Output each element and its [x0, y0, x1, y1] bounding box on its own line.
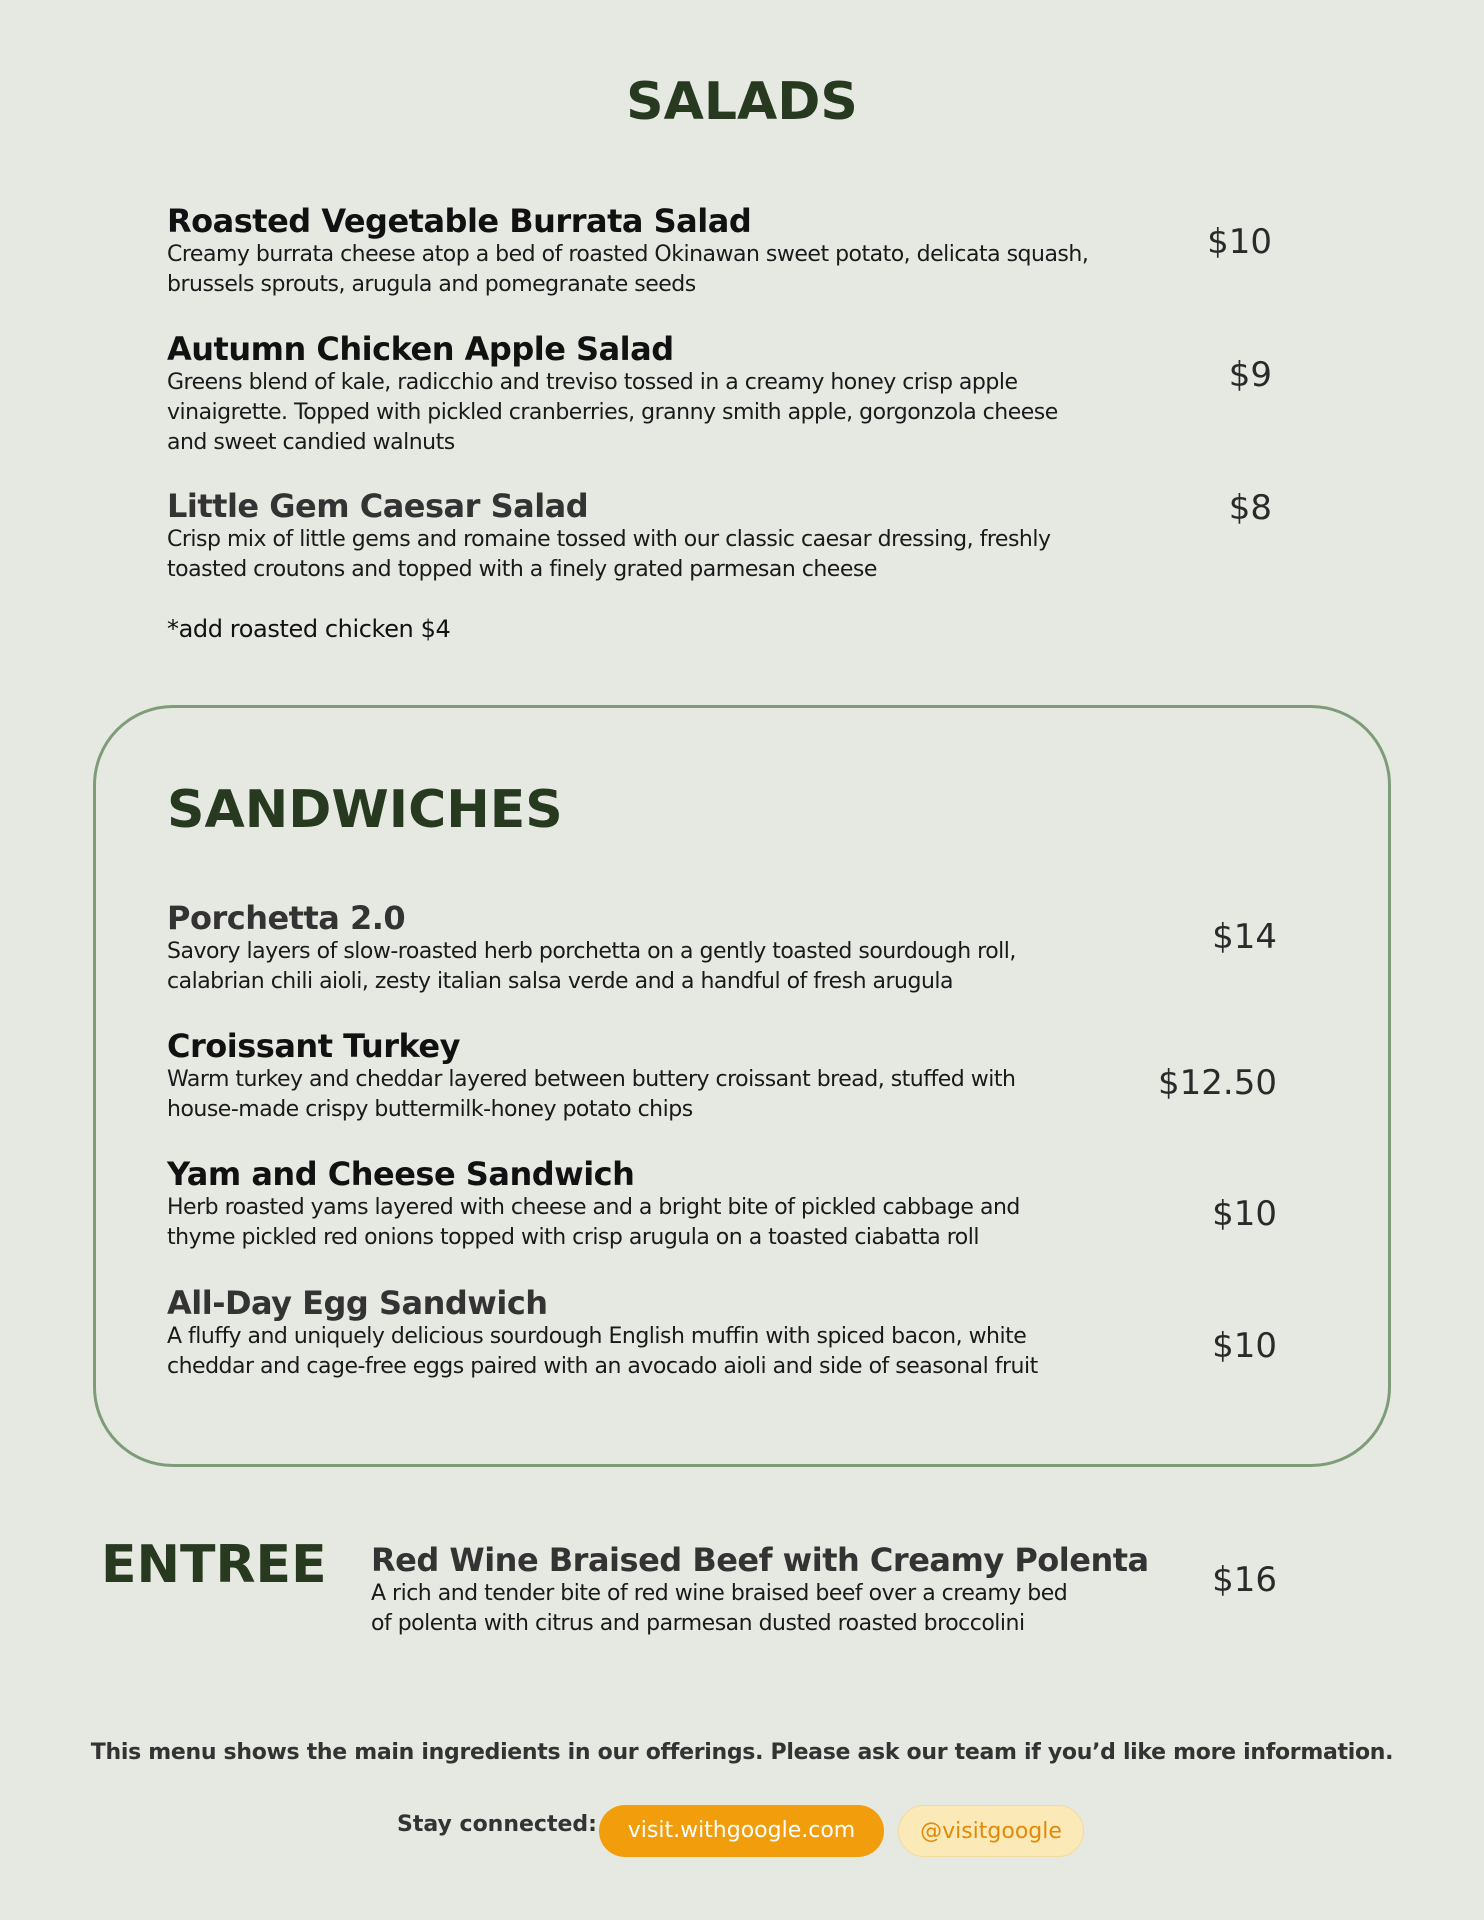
item-description: [371, 1579, 1131, 1639]
description-line: Herb roasted yams layered with cheese and a bright bite of pickled cabbage and: [167, 1195, 1020, 1220]
item-name: Croissant Turkey: [167, 1027, 460, 1065]
description-line: house-made crispy buttermilk-honey potato chips: [167, 1097, 693, 1122]
website-link[interactable]: visit.withgoogle.com: [599, 1805, 884, 1857]
item-description: [167, 1193, 1127, 1253]
description-line: A fluffy and uniquely delicious sourdough English muffin with spiced bacon, white: [167, 1324, 1027, 1349]
menu-item-porchetta: [167, 899, 1127, 997]
item-price: $16: [1212, 1560, 1277, 1600]
description-line: A rich and tender bite of red wine braised beef over a creamy bed: [371, 1581, 1068, 1606]
menu-item-caesar-salad: [167, 487, 1127, 585]
salads-heading: SALADS: [626, 72, 858, 132]
item-name: All-Day Egg Sandwich: [167, 1284, 548, 1322]
description-line: of polenta with citrus and parmesan dusted roasted broccolini: [371, 1611, 1025, 1636]
menu-item-chicken-apple-salad: [167, 330, 1127, 458]
footer-note: This menu shows the main ingredients in our offerings. Please ask our team if you’d like more information.: [90, 1740, 1394, 1765]
item-price: $10: [1207, 222, 1272, 262]
item-price: $10: [1212, 1194, 1277, 1234]
item-name: Yam and Cheese Sandwich: [167, 1155, 635, 1193]
item-description: [167, 525, 1127, 585]
description-line: vinaigrette. Topped with pickled cranberries, granny smith apple, gorgonzola cheese: [167, 400, 1058, 425]
item-price: $9: [1228, 355, 1272, 395]
item-name: Porchetta 2.0: [167, 899, 406, 937]
item-description: [167, 1065, 1127, 1125]
description-line: toasted croutons and topped with a finely grated parmesan cheese: [167, 557, 877, 582]
item-price: $12.50: [1158, 1063, 1277, 1103]
description-line: and sweet candied walnuts: [167, 430, 455, 455]
item-name: Red Wine Braised Beef with Creamy Polenta: [371, 1541, 1149, 1579]
description-line: Warm turkey and cheddar layered between buttery croissant bread, stuffed with: [167, 1067, 1016, 1092]
menu-item-croissant-turkey: [167, 1027, 1127, 1125]
item-description: [167, 1322, 1127, 1382]
item-description: [167, 368, 1127, 458]
menu-item-braised-beef: [371, 1541, 1149, 1639]
menu-item-burrata-salad: [167, 202, 1127, 300]
description-line: calabrian chili aioli, zesty italian salsa verde and a handful of fresh arugula: [167, 969, 953, 994]
description-line: Creamy burrata cheese atop a bed of roasted Okinawan sweet potato, delicata squash,: [167, 242, 1089, 267]
description-line: Crisp mix of little gems and romaine tossed with our classic caesar dressing, freshly: [167, 527, 1051, 552]
item-price: $14: [1212, 917, 1277, 957]
item-name: Autumn Chicken Apple Salad: [167, 330, 674, 368]
addon-note: *add roasted chicken $4: [167, 615, 451, 643]
description-line: thyme pickled red onions topped with crisp arugula on a toasted ciabatta roll: [167, 1225, 979, 1250]
social-handle-link[interactable]: @visitgoogle: [898, 1805, 1084, 1857]
description-line: cheddar and cage-free eggs paired with an avocado aioli and side of seasonal fruit: [167, 1354, 1038, 1379]
description-line: Greens blend of kale, radicchio and treviso tossed in a creamy honey crisp apple: [167, 370, 1018, 395]
menu-item-yam-cheese: [167, 1155, 1127, 1253]
item-price: $10: [1212, 1326, 1277, 1366]
stay-connected-label: Stay connected:: [397, 1812, 597, 1837]
description-line: brussels sprouts, arugula and pomegranate seeds: [167, 272, 696, 297]
entree-heading: ENTREE: [101, 1535, 327, 1595]
sandwiches-heading: SANDWICHES: [167, 780, 563, 840]
item-name: Roasted Vegetable Burrata Salad: [167, 202, 752, 240]
item-description: [167, 240, 1127, 300]
item-description: [167, 937, 1127, 997]
item-name: Little Gem Caesar Salad: [167, 487, 589, 525]
item-price: $8: [1228, 488, 1272, 528]
description-line: Savory layers of slow-roasted herb porchetta on a gently toasted sourdough roll,: [167, 939, 1016, 964]
menu-item-egg-sandwich: [167, 1284, 1127, 1382]
